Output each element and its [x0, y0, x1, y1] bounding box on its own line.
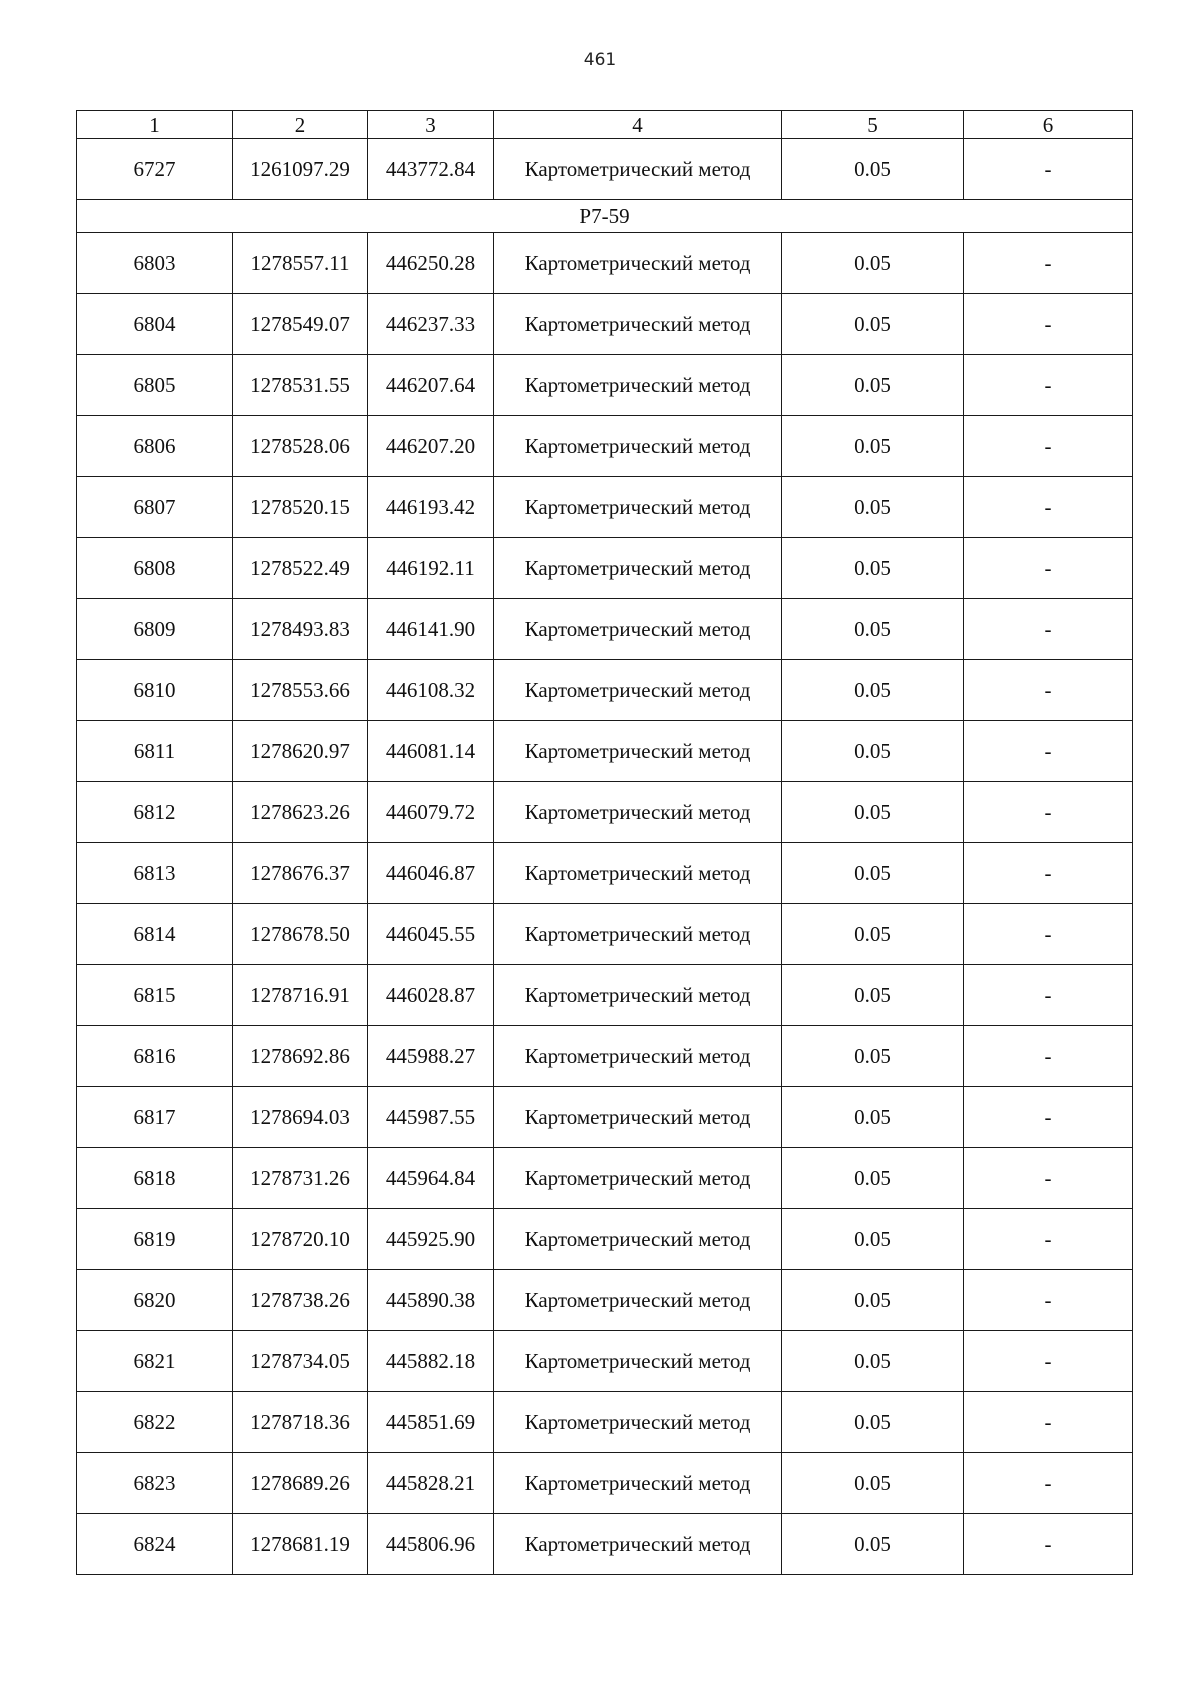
method-cell: Картометрический метод [494, 538, 782, 599]
method-cell: Картометрический метод [494, 416, 782, 477]
table-row [77, 477, 1133, 538]
accuracy-cell: 0.05 [782, 1087, 964, 1148]
point-number-cell: 6812 [77, 782, 233, 843]
table-row [77, 1087, 1133, 1148]
y-coordinate-cell: 446250.28 [368, 233, 494, 294]
note-cell: - [964, 1270, 1133, 1331]
accuracy-cell: 0.05 [782, 843, 964, 904]
note-cell: - [964, 965, 1133, 1026]
point-number-cell: 6814 [77, 904, 233, 965]
table-row [77, 1148, 1133, 1209]
accuracy-cell: 0.05 [782, 721, 964, 782]
accuracy-cell: 0.05 [782, 294, 964, 355]
x-coordinate-cell: 1278734.05 [233, 1331, 368, 1392]
method-cell: Картометрический метод [494, 599, 782, 660]
x-coordinate-cell: 1278678.50 [233, 904, 368, 965]
x-coordinate-cell: 1278676.37 [233, 843, 368, 904]
accuracy-cell: 0.05 [782, 477, 964, 538]
x-coordinate-cell: 1278716.91 [233, 965, 368, 1026]
accuracy-cell: 0.05 [782, 782, 964, 843]
y-coordinate-cell: 445964.84 [368, 1148, 494, 1209]
point-number-cell: 6804 [77, 294, 233, 355]
method-cell: Картометрический метод [494, 1453, 782, 1514]
x-coordinate-cell: 1278522.49 [233, 538, 368, 599]
point-number-cell: 6816 [77, 1026, 233, 1087]
point-number-cell: 6822 [77, 1392, 233, 1453]
note-cell: - [964, 1087, 1133, 1148]
header-cell: 2 [233, 111, 368, 139]
x-coordinate-cell: 1278694.03 [233, 1087, 368, 1148]
page-number: 461 [583, 50, 617, 70]
y-coordinate-cell: 446045.55 [368, 904, 494, 965]
header-cell: 3 [368, 111, 494, 139]
table-row [77, 538, 1133, 599]
table-row [77, 1392, 1133, 1453]
table-row [77, 1209, 1133, 1270]
point-number-cell: 6820 [77, 1270, 233, 1331]
note-cell: - [964, 294, 1133, 355]
x-coordinate-cell: 1261097.29 [233, 139, 368, 200]
x-coordinate-cell: 1278623.26 [233, 782, 368, 843]
accuracy-cell: 0.05 [782, 1209, 964, 1270]
method-cell: Картометрический метод [494, 233, 782, 294]
accuracy-cell: 0.05 [782, 1453, 964, 1514]
accuracy-cell: 0.05 [782, 599, 964, 660]
accuracy-cell: 0.05 [782, 1270, 964, 1331]
point-number-cell: 6805 [77, 355, 233, 416]
y-coordinate-cell: 446081.14 [368, 721, 494, 782]
x-coordinate-cell: 1278738.26 [233, 1270, 368, 1331]
note-cell: - [964, 416, 1133, 477]
y-coordinate-cell: 446141.90 [368, 599, 494, 660]
table-row [77, 965, 1133, 1026]
header-cell: 1 [77, 111, 233, 139]
note-cell: - [964, 904, 1133, 965]
table-row [77, 660, 1133, 721]
y-coordinate-cell: 446079.72 [368, 782, 494, 843]
y-coordinate-cell: 445828.21 [368, 1453, 494, 1514]
table-row [77, 1514, 1133, 1575]
x-coordinate-cell: 1278531.55 [233, 355, 368, 416]
point-number-cell: 6803 [77, 233, 233, 294]
method-cell: Картометрический метод [494, 1514, 782, 1575]
accuracy-cell: 0.05 [782, 965, 964, 1026]
x-coordinate-cell: 1278620.97 [233, 721, 368, 782]
x-coordinate-cell: 1278689.26 [233, 1453, 368, 1514]
point-number-cell: 6823 [77, 1453, 233, 1514]
method-cell: Картометрический метод [494, 477, 782, 538]
point-number-cell: 6807 [77, 477, 233, 538]
y-coordinate-cell: 445890.38 [368, 1270, 494, 1331]
header-row [77, 111, 1133, 139]
coordinates-table [76, 110, 1133, 1575]
table-row [77, 721, 1133, 782]
table-row [77, 599, 1133, 660]
table-row [77, 233, 1133, 294]
accuracy-cell: 0.05 [782, 139, 964, 200]
note-cell: - [964, 599, 1133, 660]
method-cell: Картометрический метод [494, 139, 782, 200]
point-number-cell: 6809 [77, 599, 233, 660]
header-cell: 5 [782, 111, 964, 139]
x-coordinate-cell: 1278549.07 [233, 294, 368, 355]
table-row [77, 843, 1133, 904]
y-coordinate-cell: 446108.32 [368, 660, 494, 721]
x-coordinate-cell: 1278528.06 [233, 416, 368, 477]
point-number-cell: 6813 [77, 843, 233, 904]
accuracy-cell: 0.05 [782, 1514, 964, 1575]
y-coordinate-cell: 446192.11 [368, 538, 494, 599]
x-coordinate-cell: 1278520.15 [233, 477, 368, 538]
note-cell: - [964, 1331, 1133, 1392]
y-coordinate-cell: 445851.69 [368, 1392, 494, 1453]
method-cell: Картометрический метод [494, 843, 782, 904]
note-cell: - [964, 843, 1133, 904]
method-cell: Картометрический метод [494, 355, 782, 416]
method-cell: Картометрический метод [494, 1392, 782, 1453]
accuracy-cell: 0.05 [782, 1148, 964, 1209]
y-coordinate-cell: 445806.96 [368, 1514, 494, 1575]
section-title: Р7-59 [77, 200, 1133, 233]
accuracy-cell: 0.05 [782, 1026, 964, 1087]
y-coordinate-cell: 445925.90 [368, 1209, 494, 1270]
point-number-cell: 6810 [77, 660, 233, 721]
x-coordinate-cell: 1278553.66 [233, 660, 368, 721]
note-cell: - [964, 721, 1133, 782]
note-cell: - [964, 139, 1133, 200]
table-row [77, 782, 1133, 843]
table-row [77, 416, 1133, 477]
y-coordinate-cell: 446207.64 [368, 355, 494, 416]
method-cell: Картометрический метод [494, 782, 782, 843]
accuracy-cell: 0.05 [782, 416, 964, 477]
point-number-cell: 6821 [77, 1331, 233, 1392]
x-coordinate-cell: 1278681.19 [233, 1514, 368, 1575]
method-cell: Картометрический метод [494, 1209, 782, 1270]
note-cell: - [964, 1026, 1133, 1087]
y-coordinate-cell: 443772.84 [368, 139, 494, 200]
table-row [77, 139, 1133, 200]
y-coordinate-cell: 445882.18 [368, 1331, 494, 1392]
x-coordinate-cell: 1278692.86 [233, 1026, 368, 1087]
point-number-cell: 6727 [77, 139, 233, 200]
y-coordinate-cell: 446028.87 [368, 965, 494, 1026]
accuracy-cell: 0.05 [782, 1331, 964, 1392]
header-cell: 4 [494, 111, 782, 139]
method-cell: Картометрический метод [494, 660, 782, 721]
note-cell: - [964, 1148, 1133, 1209]
x-coordinate-cell: 1278557.11 [233, 233, 368, 294]
x-coordinate-cell: 1278731.26 [233, 1148, 368, 1209]
point-number-cell: 6817 [77, 1087, 233, 1148]
method-cell: Картометрический метод [494, 1026, 782, 1087]
method-cell: Картометрический метод [494, 1148, 782, 1209]
x-coordinate-cell: 1278493.83 [233, 599, 368, 660]
point-number-cell: 6824 [77, 1514, 233, 1575]
point-number-cell: 6811 [77, 721, 233, 782]
point-number-cell: 6819 [77, 1209, 233, 1270]
y-coordinate-cell: 446193.42 [368, 477, 494, 538]
section-row [77, 200, 1133, 233]
method-cell: Картометрический метод [494, 294, 782, 355]
method-cell: Картометрический метод [494, 1087, 782, 1148]
accuracy-cell: 0.05 [782, 355, 964, 416]
note-cell: - [964, 355, 1133, 416]
y-coordinate-cell: 446237.33 [368, 294, 494, 355]
note-cell: - [964, 1453, 1133, 1514]
accuracy-cell: 0.05 [782, 904, 964, 965]
y-coordinate-cell: 446046.87 [368, 843, 494, 904]
point-number-cell: 6815 [77, 965, 233, 1026]
table-row [77, 1453, 1133, 1514]
method-cell: Картометрический метод [494, 904, 782, 965]
point-number-cell: 6806 [77, 416, 233, 477]
y-coordinate-cell: 445988.27 [368, 1026, 494, 1087]
method-cell: Картометрический метод [494, 965, 782, 1026]
note-cell: - [964, 538, 1133, 599]
method-cell: Картометрический метод [494, 1331, 782, 1392]
note-cell: - [964, 1209, 1133, 1270]
note-cell: - [964, 782, 1133, 843]
accuracy-cell: 0.05 [782, 1392, 964, 1453]
accuracy-cell: 0.05 [782, 660, 964, 721]
note-cell: - [964, 233, 1133, 294]
table-row [77, 1026, 1133, 1087]
table-row [77, 1331, 1133, 1392]
note-cell: - [964, 1392, 1133, 1453]
note-cell: - [964, 1514, 1133, 1575]
note-cell: - [964, 477, 1133, 538]
accuracy-cell: 0.05 [782, 538, 964, 599]
table-row [77, 355, 1133, 416]
y-coordinate-cell: 445987.55 [368, 1087, 494, 1148]
note-cell: - [964, 660, 1133, 721]
table-row [77, 294, 1133, 355]
accuracy-cell: 0.05 [782, 233, 964, 294]
x-coordinate-cell: 1278718.36 [233, 1392, 368, 1453]
method-cell: Картометрический метод [494, 1270, 782, 1331]
y-coordinate-cell: 446207.20 [368, 416, 494, 477]
x-coordinate-cell: 1278720.10 [233, 1209, 368, 1270]
table-row [77, 904, 1133, 965]
point-number-cell: 6818 [77, 1148, 233, 1209]
point-number-cell: 6808 [77, 538, 233, 599]
table-body [77, 111, 1133, 1575]
header-cell: 6 [964, 111, 1133, 139]
method-cell: Картометрический метод [494, 721, 782, 782]
table-row [77, 1270, 1133, 1331]
